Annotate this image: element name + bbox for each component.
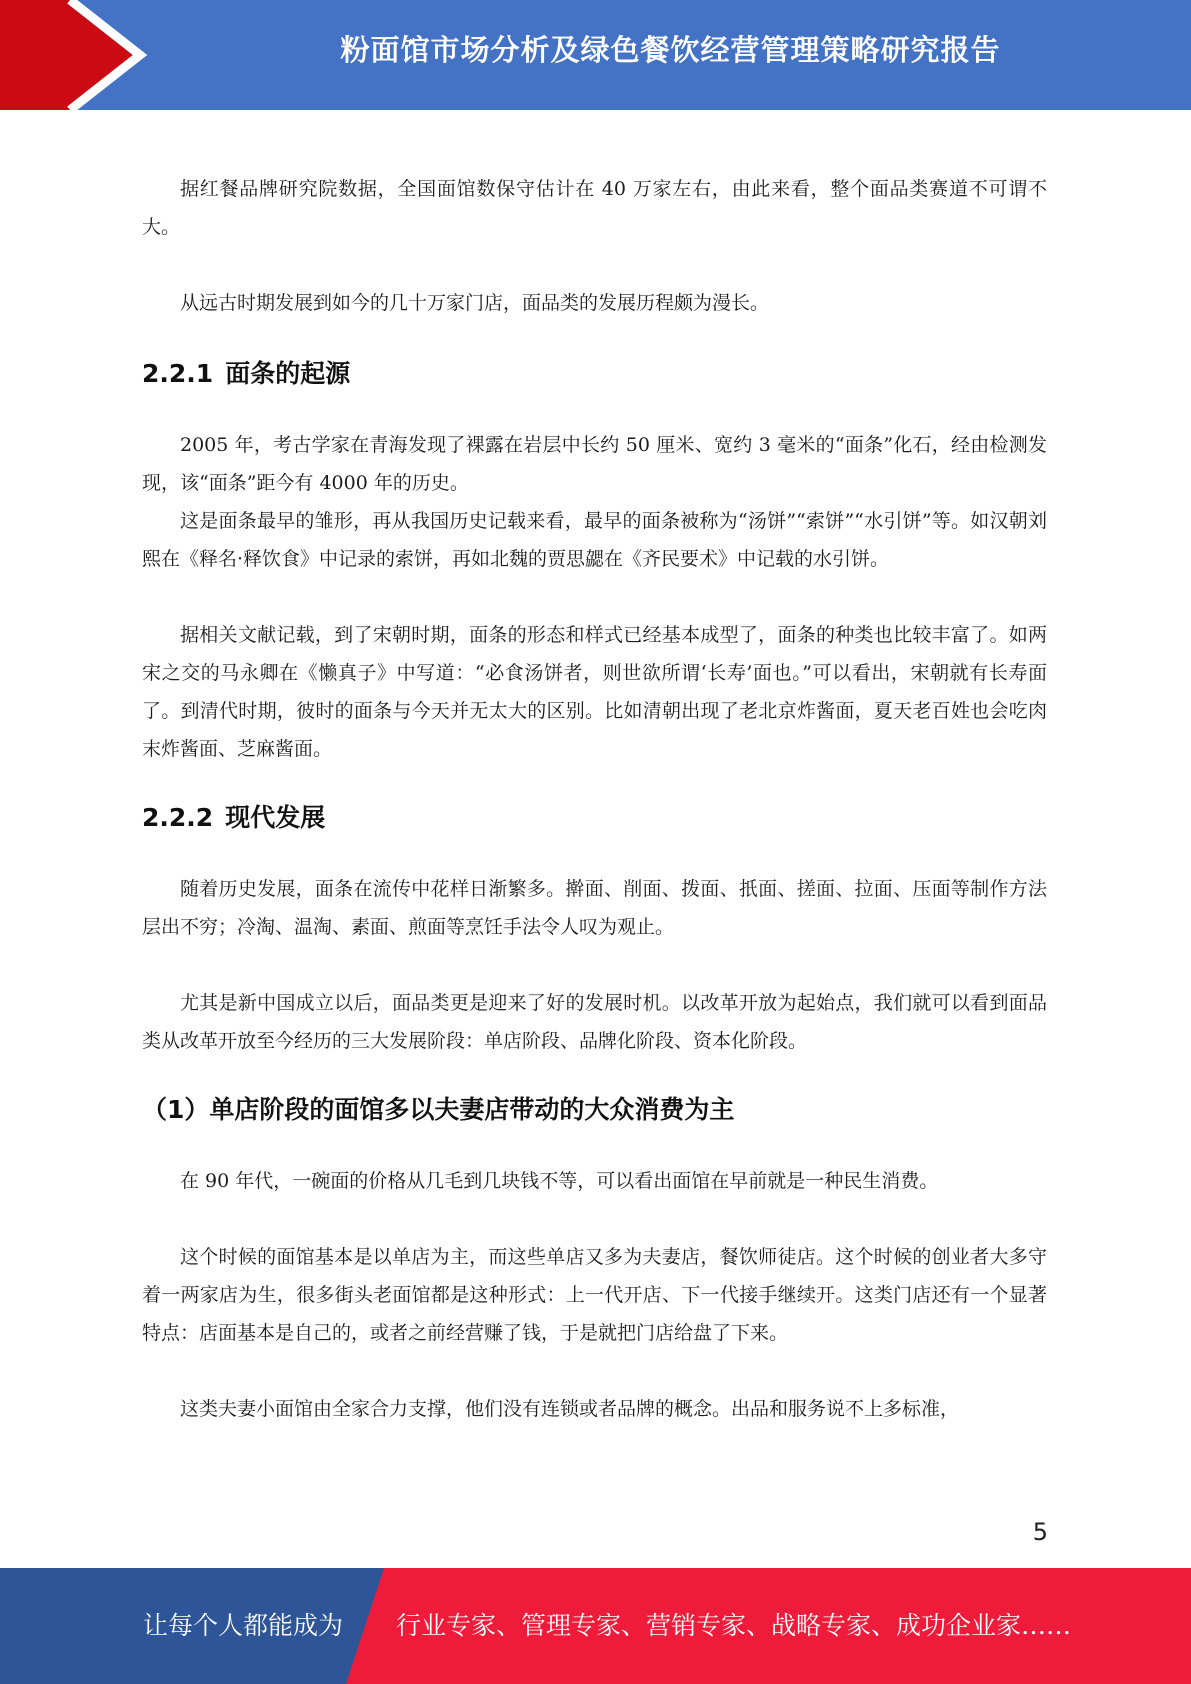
paragraph: 2005 年，考古学家在青海发现了裸露在岩层中长约 50 厘米、宽约 3 毫米的“面条”化石，经由检测发现，该“面条”距今有 4000 年的历史。 <box>142 434 1047 494</box>
subsection-heading: （1）单店阶段的面馆多以夫妻店带动的大众消费为主 <box>142 1095 735 1124</box>
section-heading-2-2-2 <box>142 798 1047 838</box>
section-number: 2.2.1 <box>142 359 214 388</box>
footer-slogan-right: 行业专家、管理专家、营销专家、战略专家、成功企业家…… <box>396 1611 1072 1640</box>
paragraph: 这是面条最早的雏形，再从我国历史记载来看，最早的面条被称为“汤饼”“索饼”“水引饼”等。如汉朝刘熙在《释名·释饮食》中记录的索饼，再如北魏的贾思勰在《齐民要术》中记载的水引饼。 <box>142 510 1047 570</box>
section-title: 现代发展 <box>225 803 326 832</box>
page-number: 5 <box>1032 1518 1048 1546</box>
paragraph: 从远古时期发展到如今的几十万家门店，面品类的发展历程颇为漫长。 <box>180 292 770 314</box>
paragraph: 据红餐品牌研究院数据，全国面馆数保守估计在 40 万家左右，由此来看，整个面品类赛道不可谓不大。 <box>142 178 1047 238</box>
paragraph: 在 90 年代，一碗面的价格从几毛到几块钱不等，可以看出面馆在早前就是一种民生消费。 <box>180 1170 939 1192</box>
section-number: 2.2.2 <box>142 803 214 832</box>
report-title: 粉面馆市场分析及绿色餐饮经营管理策略研究报告 <box>340 33 1001 67</box>
section-heading-2-2-1 <box>142 354 1047 394</box>
paragraph: 据相关文献记载，到了宋朝时期，面条的形态和样式已经基本成型了，面条的种类也比较丰富了。如两宋之交的马永卿在《懒真子》中写道：“必食汤饼者，则世欲所谓‘长寿’面也。”可以看出，宋朝就有长寿面了。到清代时期，彼时的面条与今天并无太大的区别。比如清朝出现了老北京炸酱面，夏天老百姓也会吃肉末炸酱面、芝麻酱面。 <box>142 624 1047 760</box>
section-title: 面条的起源 <box>225 359 351 388</box>
page-footer <box>0 1568 1191 1684</box>
footer-slogan-left: 让每个人都能成为 <box>143 1611 344 1640</box>
paragraph: 这类夫妻小面馆由全家合力支撑，他们没有连锁或者品牌的概念。出品和服务说不上多标准， <box>180 1398 960 1420</box>
paragraph: 随着历史发展，面条在流传中花样日渐繁多。擀面、削面、拨面、扺面、搓面、拉面、压面等制作方法层出不穷；冷淘、温淘、素面、煎面等烹饪手法令人叹为观止。 <box>142 878 1047 938</box>
document-body <box>142 170 1047 1428</box>
paragraph: 尤其是新中国成立以后，面品类更是迎来了好的发展时机。以改革开放为起始点，我们就可以看到面品类从改革开放至今经历的三大发展阶段：单店阶段、品牌化阶段、资本化阶段。 <box>142 992 1047 1052</box>
paragraph: 这个时候的面馆基本是以单店为主，而这些单店又多为夫妻店，餐饮师徒店。这个时候的创业者大多守着一两家店为生，很多街头老面馆都是这种形式：上一代开店、下一代接手继续开。这类门店还有一个显著特点：店面基本是自己的，或者之前经营赚了钱，于是就把门店给盘了下来。 <box>142 1246 1047 1344</box>
page-header <box>0 0 1191 110</box>
